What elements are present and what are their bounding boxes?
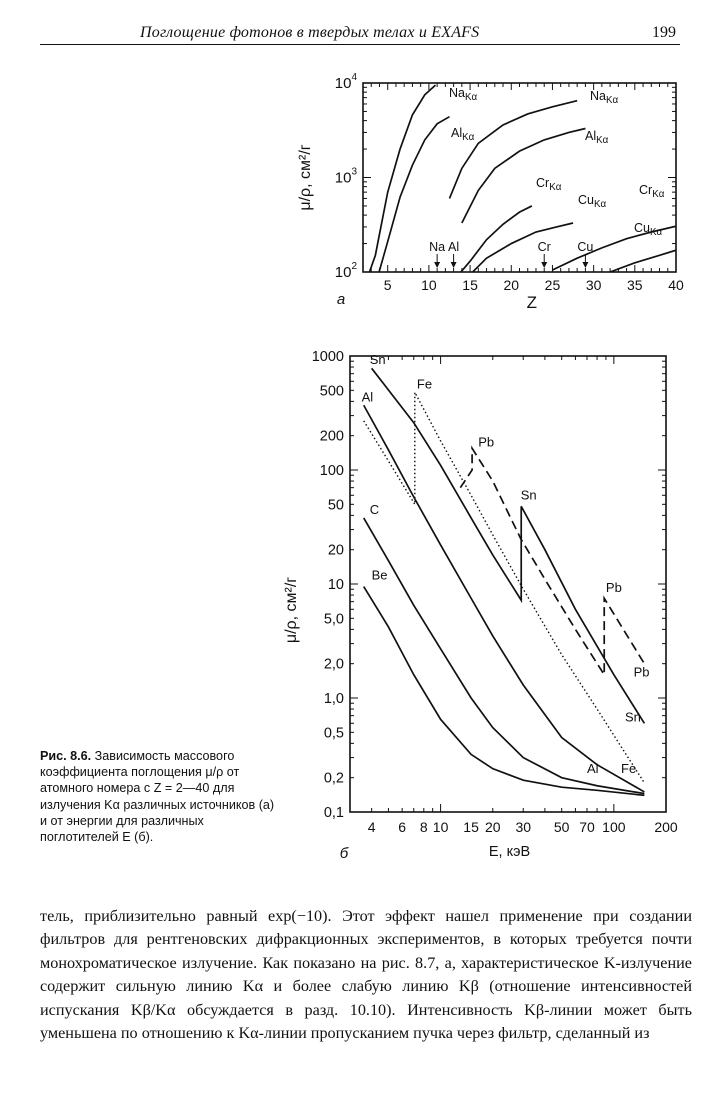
chart-b-xtick-label: 30 (515, 819, 532, 835)
chart-a-edge-label: Al (448, 240, 460, 254)
chart-b-ytick-label: 0,1 (323, 805, 344, 821)
chart-a-edge-label: Cu (577, 240, 594, 254)
chart-a-xtick-label: 35 (627, 277, 643, 293)
running-head (40, 22, 680, 45)
chart-b-ytick-label: 20 (327, 542, 344, 559)
chart-a-xlabel: Z (526, 293, 538, 312)
chart-b-xtick-label: 100 (602, 819, 626, 835)
chart-a-frame (363, 83, 676, 272)
chart-b-ytick-label: 1,0 (323, 691, 344, 707)
chart-b-curve-label: C (369, 502, 380, 518)
body-text (40, 905, 692, 1045)
chart-b-xtick-label: 15 (463, 819, 479, 835)
chart-a-xtick-label: 15 (462, 277, 478, 293)
chart-b-ytick-label: 100 (319, 463, 344, 479)
chart-a-xtick-label: 10 (421, 277, 437, 293)
chart-b-xtick-label: 70 (579, 819, 595, 835)
chart-a-series-7 (590, 250, 676, 280)
chart-b-curve-label: Pb (633, 664, 650, 680)
chart-b-xtick-label: 6 (398, 819, 407, 835)
chart-b-xtick-label: 8 (419, 819, 428, 835)
chart-b-curve-label: Sn (369, 352, 386, 368)
chart-b-curve-label: Sn (520, 487, 537, 503)
chart-a-edge-label: Cr (537, 240, 551, 254)
chart-a-edge-arrowhead (582, 262, 588, 268)
chart-a-series-label: $Al_{K\alpha}$ (585, 129, 609, 146)
chart-b-xlabel: E, кэВ (488, 844, 531, 860)
body-paragraph: тель, приблизительно равный exp(−10). Этот эффект нашел применение при создании фильтров для рентгеновских дифракционных экспериментов, в которых требуется почти монохроматическое излучение. Как показано на рис. 8.7, а, характеристическое K-излучение содержит сильную линию Kα и более слабую линию Kβ (отношение интенсивностей испускания Kβ/Kα обсуждается в разд. 10.10). Интенсивность Kβ-линии может быть уменьшена по отношению к Kα-линии пропусканием пучка через фильтр, сделанный из (40, 907, 692, 1043)
chart-a-series-label: $Na_{K\alpha}$ (590, 89, 619, 106)
chart-a-series-label: $Cr_{K\alpha}$ (536, 176, 562, 193)
chart-a-series-label: $Al_{K\alpha}$ (451, 126, 475, 143)
chart-a-xtick-label: 25 (544, 277, 561, 293)
chart-b-ytick-label: 500 (319, 383, 344, 400)
chart-b-panel-label: б (339, 845, 349, 862)
chart-a-xtick-label: 30 (585, 277, 602, 293)
chart-a-series-4 (455, 206, 532, 279)
chart-b-ytick-label: 0,2 (323, 770, 344, 787)
chart-a-xtick-label: 40 (668, 277, 684, 293)
chart-a-ylabel-text: μ/ρ, см²/г (297, 144, 314, 211)
caption-text: Зависимость массового коэффициента поглощения μ/ρ от атомного номера с Z = 2—40 для излучения Kα различных источников (а) и от энергии для различных поглотителей E (б). (40, 749, 275, 845)
chart-b-ytick-label: 5,0 (323, 611, 344, 628)
chart-b-ytick-label: 2,0 (323, 656, 344, 673)
chart-b-curve-label: Sn (625, 709, 641, 725)
chart-a-series-label: $Cu_{K\alpha}$ (634, 221, 663, 238)
chart-b-series-pb (460, 448, 644, 674)
chart-b-curve-label: Fe (416, 376, 433, 392)
chart-b-series-fe (364, 392, 645, 783)
chart-b-xtick-label: 20 (484, 819, 501, 835)
chart-b-series-be (364, 587, 645, 796)
chart-a-xtick-label: 20 (503, 277, 520, 293)
running-title: Поглощение фотонов в твердых телах и EXAFS (140, 24, 480, 41)
chart-b-ytick-label: 0,5 (323, 725, 344, 742)
chart-b-ylabel (283, 577, 300, 643)
chart-b-ytick-label: 1000 (311, 349, 344, 365)
chart-a-series-0 (367, 85, 435, 279)
page-number: 199 (652, 24, 676, 41)
chart-a-series-label: $Na_{K\alpha}$ (449, 86, 478, 103)
chart-b-ytick-label: 10 (327, 577, 344, 593)
chart-b-xtick-label: 10 (432, 819, 449, 835)
chart-a-ytick-label: $10^4$ (334, 72, 357, 92)
chart-a-ytick-label: $10^2$ (334, 261, 357, 281)
chart-a-edge-arrowhead (434, 262, 440, 268)
chart-a-xtick-label: 5 (383, 277, 392, 293)
chart-a-series-label: $Cu_{K\alpha}$ (578, 193, 607, 210)
chart-b-ylabel-text: μ/ρ, см²/г (283, 576, 300, 644)
chart-b-curve-label: Pb (605, 580, 622, 596)
chart-b-curve-label: Al (587, 760, 599, 776)
chart-b-series-al (364, 405, 645, 792)
chart-b-xtick-label: 200 (654, 819, 678, 835)
chart-b-curve-label: Fe (621, 760, 637, 776)
chart-b-curve-label: Pb (478, 434, 495, 450)
chart-b-curve-label: Al (361, 389, 374, 405)
chart-a-edge-arrowhead (451, 262, 457, 268)
caption-label: Рис. 8.6. (40, 749, 92, 763)
chart-a-ylabel (297, 144, 314, 210)
figure-caption (40, 748, 275, 845)
chart-a-panel-label: а (336, 291, 346, 308)
chart-b-curve-label: Be (371, 567, 388, 583)
chart-b-ytick-label: 200 (319, 428, 344, 445)
chart-a-edge-arrowhead (541, 262, 547, 268)
chart-a (0, 60, 717, 330)
chart-a-series-1 (376, 117, 449, 283)
chart-b-xtick-label: 4 (367, 819, 376, 835)
chart-b-xtick-label: 50 (553, 819, 570, 835)
chart-b-ytick-label: 50 (327, 497, 344, 514)
chart-a-series-label: $Cr_{K\alpha}$ (639, 183, 665, 200)
chart-a-ytick-label: $10^3$ (334, 166, 357, 187)
chart-a-edge-label: Na (429, 240, 446, 254)
